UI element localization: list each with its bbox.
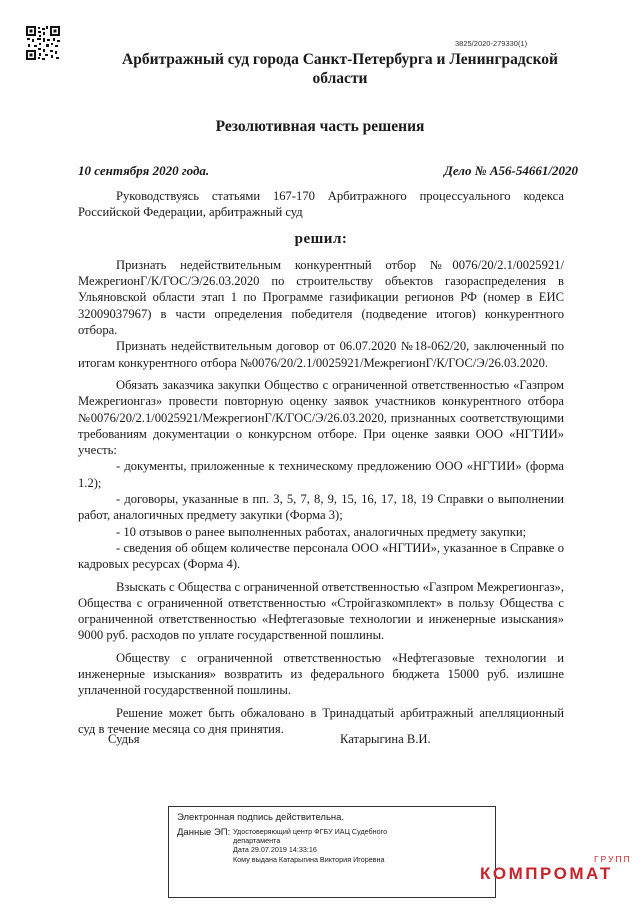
case-id: 3825/2020-279330(1) (455, 39, 528, 48)
decision-date: 10 сентября 2020 года. (78, 163, 210, 178)
paragraph: Обязать заказчика закупки Общество с ограниченной ответственностью «Газпром Межрегионгаз» провести повторную оценку заявок участников конкурентного отбора №0076/20/2.1/0025921/МежрегионГ/К/ГОС/Э/26.03.2020, признанных соответствующими требованиям документации о конкурсном отборе. При оценке заявки ООО «НГТИИ» учесть: (78, 377, 564, 458)
signature-details (233, 827, 387, 864)
list-item: - документы, приложенные к техническому предложению ООО «НГТИИ» (форма 1.2); (78, 459, 564, 490)
watermark-main-text: КОМПРОМАТ (480, 864, 613, 883)
electronic-signature-box (168, 806, 496, 898)
judge-label: Судья (108, 732, 140, 746)
intro-paragraph: Руководствуясь статьями 167-170 Арбитражного процессуального кодекса Российской Федерации, арбитражный суд (78, 189, 564, 220)
document-title: Резолютивная часть решения (215, 118, 425, 135)
court-name: Арбитражный суд города Санкт-Петербурга и Ленинградской области (122, 51, 558, 87)
paragraph: Признать недействительным договор от 06.07.2020 №18-062/20, заключенный по итогам конкурентного отбора №0076/20/2.1/0025921/МежрегионГ/К/ГОС/Э/26.03.2020. (78, 339, 564, 370)
paragraph: Признать недействительным конкурентный отбор №0076/20/2.1/0025921/МежрегионГ/К/ГОС/Э/26.03.2020 по строительству объектов газораспределения в Ульяновской области этап 1 по Программе газификации регионов РФ (номер в ЕИС 32009037967) в части определения победителя (подведение итогов) конкурентного отбора. (78, 257, 564, 338)
signature-line: Удостоверяющий центр ФГБУ ИАЦ Судебного (233, 827, 388, 836)
watermark-group-text: ГРУПП (594, 854, 632, 864)
signature-label: Данные ЭП: (177, 827, 231, 838)
watermark-logo (480, 854, 632, 884)
paragraph: Решение может быть обжаловано в Тринадцатый арбитражный апелляционный суд в течение месяца со дня принятия. (78, 705, 564, 736)
list-item: - договоры, указанные в пп. 3, 5, 7, 8, 9, 15, 16, 17, 18, 19 Справки о выполнении работ, аналогичных предмету закупки (Форма 3); (78, 492, 564, 523)
paragraph: Обществу с ограниченной ответственностью «Нефтегазовые технологии и инженерные изыскания» возвратить из федерального бюджета 15000 руб. излишне уплаченной государственной пошлины. (78, 650, 564, 698)
signature-header: Электронная подпись действительна. (177, 812, 345, 823)
signature-line: департамента (233, 836, 281, 846)
signature-line: Кому выдана Катарыгина Виктория Игоревна (233, 854, 385, 864)
paragraph: Взыскать с Общества с ограниченной ответственностью «Газпром Межрегионгаз», Общества с ограниченной ответственностью «Стройгазкомплект» в пользу Общества с ограниченной ответственностью «Нефтегазовые технологии и инженерные изыскания» 9000 руб. расходов по уплате государственной пошлины. (78, 579, 564, 643)
decided-heading: решил: (294, 230, 348, 247)
case-number: Дело № А56-54661/2020 (443, 163, 578, 178)
qr-code (26, 26, 60, 60)
list-item: - сведения об общем количестве персонала ООО «НГТИИ», указанное в Справке о кадровых ресурсах (Форма 4). (78, 540, 564, 572)
judge-name: Катарыгина В.И. (340, 732, 431, 746)
decision-body (78, 188, 564, 737)
signature-line: Дата 29.07.2019 14:33:16 (233, 845, 317, 855)
list-item: - 10 отзывов о ранее выполненных работах, аналогичных предмету закупки; (116, 524, 527, 539)
